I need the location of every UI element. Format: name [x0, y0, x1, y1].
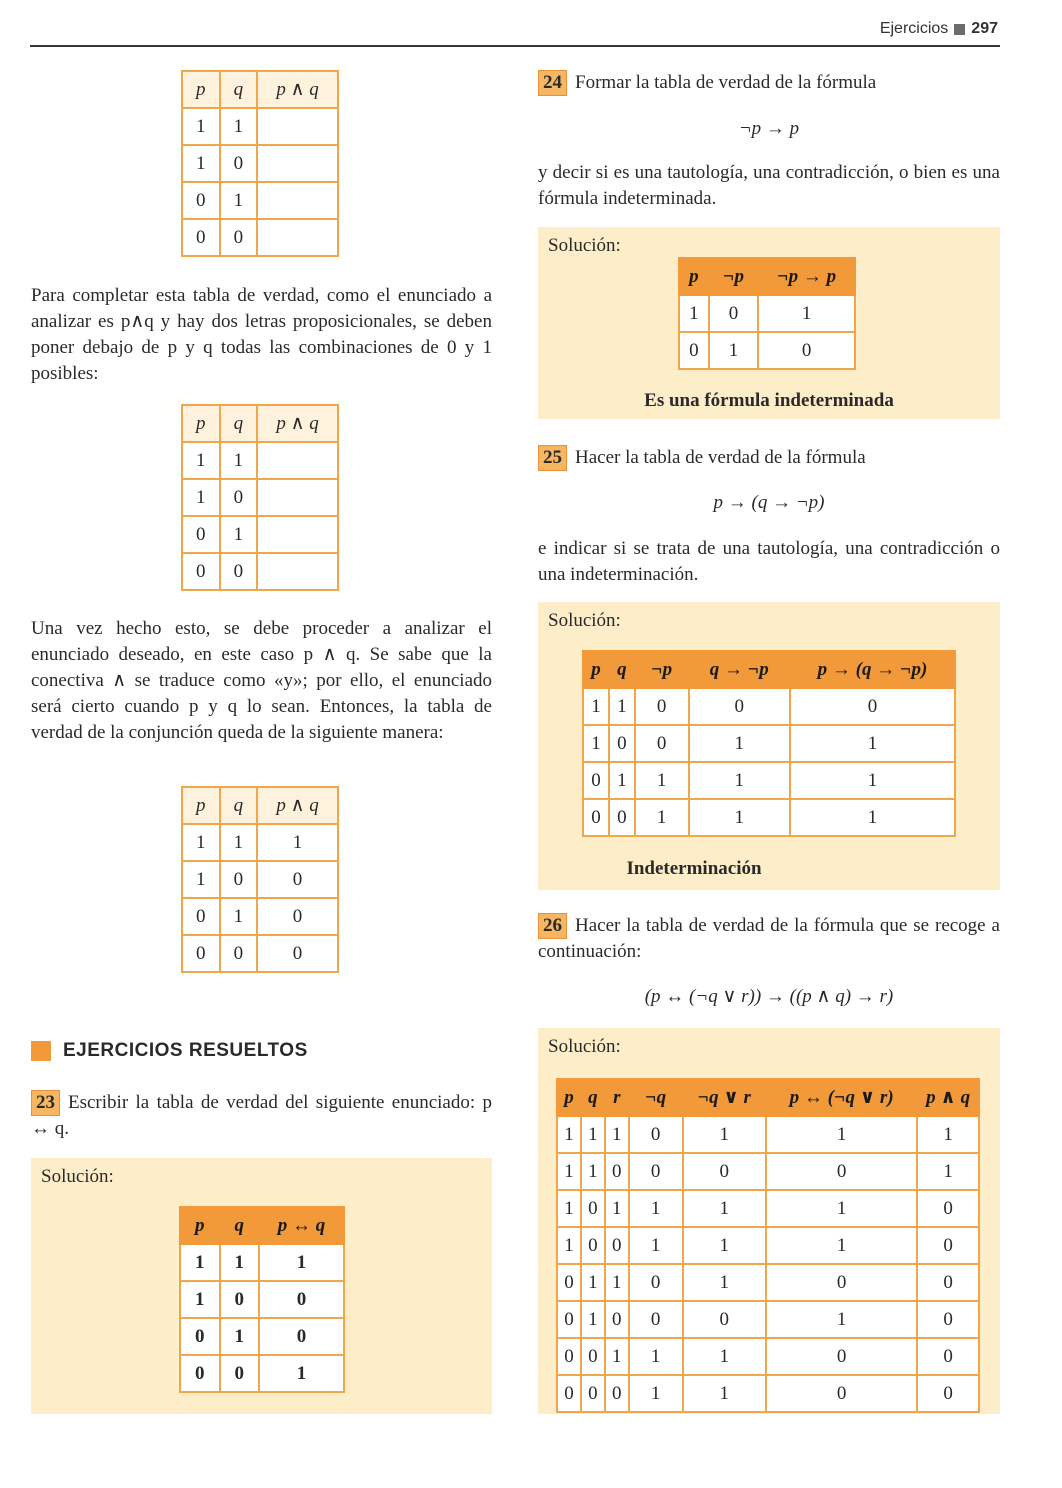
table-cell: 0 [635, 725, 689, 762]
table-cell: 0 [679, 332, 709, 369]
table-cell: 1 [182, 145, 220, 182]
table-cell: 1 [581, 1301, 605, 1338]
table-cell: 1 [220, 898, 258, 935]
table-cell: 0 [683, 1301, 767, 1338]
table-cell: 1 [581, 1153, 605, 1190]
column-header: q [220, 787, 258, 824]
table-cell: 0 [220, 219, 258, 256]
table-cell: 1 [180, 1244, 220, 1281]
column-header: q [220, 71, 258, 108]
table-header-row [557, 1079, 979, 1116]
table-row [557, 1375, 979, 1412]
table-cell: 0 [557, 1375, 581, 1412]
table-cell [257, 553, 338, 590]
table-cell: 1 [917, 1116, 979, 1153]
table-cell: 0 [259, 1281, 344, 1318]
table-row [182, 479, 338, 516]
table-row [182, 553, 338, 590]
table-cell: 0 [609, 799, 635, 836]
formula-26: (p ↔ (¬q ∨ r)) → ((p ∧ q) → r) [644, 986, 894, 1007]
exercise-24-text: Formar la tabla de verdad de la fórmula [575, 72, 877, 93]
exercise-25-text-2: e indicar si se trata de una tautología, una contradicción o una indeterminación. [538, 538, 1000, 585]
table-cell: 0 [180, 1318, 220, 1355]
square-bullet-icon [954, 24, 965, 35]
exercise-number-26: 26 [538, 913, 567, 939]
table-cell: 0 [257, 861, 338, 898]
column-header: q [220, 1207, 260, 1244]
table-cell: 1 [683, 1338, 767, 1375]
table-row [557, 1264, 979, 1301]
table-cell: 1 [220, 1244, 260, 1281]
table-cell [257, 145, 338, 182]
table-cell: 1 [629, 1375, 683, 1412]
formula-25: p → (q → ¬p) [713, 492, 825, 513]
table-cell: 0 [220, 145, 258, 182]
formula-24: ¬p → p [738, 118, 800, 139]
table-cell: 1 [557, 1190, 581, 1227]
table-cell: 1 [790, 725, 955, 762]
table-cell: 1 [766, 1116, 917, 1153]
table-cell: 1 [180, 1281, 220, 1318]
column-header: p [557, 1079, 581, 1116]
table-cell: 1 [689, 725, 790, 762]
section-title: EJERCICIOS RESUELTOS [63, 1040, 308, 1061]
solution-box-26 [538, 1028, 1000, 1414]
table-cell [257, 108, 338, 145]
column-header: ¬p → p [758, 258, 855, 295]
table-cell: 1 [629, 1227, 683, 1264]
column-header: p [182, 71, 220, 108]
table-row [182, 935, 338, 972]
table-cell: 1 [790, 762, 955, 799]
table-cell: 1 [220, 182, 258, 219]
column-header: ¬p [635, 651, 689, 688]
table-cell: 1 [635, 762, 689, 799]
table-cell: 0 [182, 553, 220, 590]
table-cell [257, 182, 338, 219]
exercise-25-statement [538, 445, 1000, 471]
result-24: Es una fórmula indeterminada [644, 390, 894, 411]
table-row [583, 725, 955, 762]
table-cell: 0 [605, 1375, 629, 1412]
table-cell: 1 [182, 442, 220, 479]
table-cell: 0 [581, 1190, 605, 1227]
table-cell: 0 [629, 1116, 683, 1153]
column-header: p [182, 405, 220, 442]
table-cell: 0 [182, 182, 220, 219]
table-cell: 1 [683, 1264, 767, 1301]
exercise-23-text: Escribir la tabla de verdad del siguiente enunciado: p ↔ q. [31, 1092, 492, 1139]
table-cell: 1 [605, 1190, 629, 1227]
table-cell: 1 [709, 332, 759, 369]
table-cell: 0 [917, 1301, 979, 1338]
column-header: p [583, 651, 609, 688]
table-cell: 0 [581, 1227, 605, 1264]
table-cell: 0 [790, 688, 955, 725]
table-cell: 1 [629, 1338, 683, 1375]
section-square-icon [31, 1041, 51, 1061]
table-cell: 1 [683, 1190, 767, 1227]
table-cell: 1 [609, 688, 635, 725]
solution-label: Solución: [548, 1036, 621, 1057]
table-cell: 0 [581, 1375, 605, 1412]
table-cell: 0 [605, 1153, 629, 1190]
table-cell: 0 [182, 935, 220, 972]
header-rule [30, 45, 1000, 47]
solution-box-23 [31, 1158, 492, 1414]
table-row [182, 898, 338, 935]
solution-label: Solución: [548, 235, 621, 256]
exercise-23-statement [31, 1090, 492, 1142]
table-cell: 0 [257, 898, 338, 935]
table-row [557, 1301, 979, 1338]
table-cell: 1 [766, 1227, 917, 1264]
table-row [182, 824, 338, 861]
solution-box-24 [538, 227, 1000, 419]
truth-table-2 [181, 404, 339, 591]
table-header-row [182, 71, 338, 108]
table-cell: 0 [220, 1281, 260, 1318]
table-cell: 1 [683, 1375, 767, 1412]
table-header-row [583, 651, 955, 688]
table-cell: 0 [766, 1338, 917, 1375]
table-cell: 1 [257, 824, 338, 861]
table-cell: 0 [709, 295, 759, 332]
truth-table-1 [181, 70, 339, 257]
table-row [180, 1244, 344, 1281]
column-header: p ↔ q [259, 1207, 344, 1244]
table-row [182, 219, 338, 256]
table-cell [257, 442, 338, 479]
table-cell: 1 [605, 1338, 629, 1375]
exercise-24-statement [538, 70, 1000, 96]
table-header-row [679, 258, 855, 295]
table-cell: 1 [766, 1190, 917, 1227]
table-cell: 1 [609, 762, 635, 799]
exercise-number-23: 23 [31, 1090, 60, 1116]
table-cell: 0 [182, 219, 220, 256]
table-header-row [180, 1207, 344, 1244]
table-row [182, 182, 338, 219]
table-row [182, 861, 338, 898]
table-cell: 0 [766, 1153, 917, 1190]
table-cell: 1 [790, 799, 955, 836]
table-row [557, 1153, 979, 1190]
table-row [583, 762, 955, 799]
table-header-row [182, 787, 338, 824]
solution-label: Solución: [548, 610, 621, 631]
table-cell: 0 [259, 1318, 344, 1355]
table-cell: 0 [635, 688, 689, 725]
table-cell: 1 [683, 1227, 767, 1264]
table-cell: 1 [605, 1116, 629, 1153]
table-cell: 0 [917, 1375, 979, 1412]
column-header: ¬q [629, 1079, 683, 1116]
table-cell: 1 [689, 799, 790, 836]
table-cell: 1 [220, 108, 258, 145]
table-cell: 1 [220, 442, 258, 479]
table-cell: 0 [180, 1355, 220, 1392]
table-row [557, 1190, 979, 1227]
column-header: ¬p [709, 258, 759, 295]
table-cell: 1 [557, 1116, 581, 1153]
exercise-number-24: 24 [538, 70, 567, 96]
column-header: q [609, 651, 635, 688]
column-header: p ∧ q [917, 1079, 979, 1116]
table-cell: 1 [689, 762, 790, 799]
table-cell: 1 [766, 1301, 917, 1338]
paragraph-1: Para completar esta tabla de verdad, como el enunciado a analizar es p∧q y hay dos letras proposicionales, se deben poner debajo de p y q todas las combinaciones de 0 y 1 posibles: [31, 285, 492, 384]
column-header: p ∧ q [257, 405, 338, 442]
table-cell: 1 [220, 1318, 260, 1355]
table-row [583, 688, 955, 725]
table-row [180, 1355, 344, 1392]
column-header: r [605, 1079, 629, 1116]
table-row [182, 108, 338, 145]
truth-table-ex23 [179, 1206, 345, 1393]
table-cell: 0 [220, 479, 258, 516]
column-header: p ↔ (¬q ∨ r) [766, 1079, 917, 1116]
table-cell: 1 [581, 1264, 605, 1301]
table-cell [257, 219, 338, 256]
page-number: 297 [971, 20, 998, 37]
table-cell: 1 [683, 1116, 767, 1153]
table-cell: 1 [557, 1153, 581, 1190]
table-cell: 1 [182, 479, 220, 516]
table-cell: 0 [257, 935, 338, 972]
table-row [679, 332, 855, 369]
column-header: q → ¬p [689, 651, 790, 688]
table-cell: 1 [917, 1153, 979, 1190]
table-cell: 0 [605, 1227, 629, 1264]
table-cell: 0 [220, 861, 258, 898]
table-cell: 1 [679, 295, 709, 332]
table-cell: 0 [182, 898, 220, 935]
table-cell: 1 [182, 108, 220, 145]
table-cell: 0 [609, 725, 635, 762]
table-header-row [182, 405, 338, 442]
table-cell: 0 [605, 1301, 629, 1338]
table-cell: 1 [635, 799, 689, 836]
table-cell: 0 [557, 1338, 581, 1375]
table-row [557, 1338, 979, 1375]
truth-table-ex24 [678, 257, 856, 370]
table-cell: 0 [629, 1264, 683, 1301]
table-cell: 0 [557, 1301, 581, 1338]
table-row [180, 1318, 344, 1355]
column-header: ¬q ∨ r [683, 1079, 767, 1116]
table-cell: 0 [557, 1264, 581, 1301]
column-header: p [182, 787, 220, 824]
table-cell: 0 [182, 516, 220, 553]
table-row [679, 295, 855, 332]
column-header: p ∧ q [257, 787, 338, 824]
table-cell: 0 [581, 1338, 605, 1375]
table-cell: 0 [689, 688, 790, 725]
table-cell: 1 [557, 1227, 581, 1264]
table-row [557, 1227, 979, 1264]
column-header: q [220, 405, 258, 442]
paragraph-2: Una vez hecho esto, se debe proceder a analizar el enunciado deseado, en este caso p ∧ q. Se sabe que la conectiva ∧ se traduce como «y»; por ello, el enunciado será cierto cuando p y q lo sean. Entonces, la tabla de verdad de la conjunción queda de la siguiente manera: [31, 618, 492, 743]
table-cell: 1 [583, 725, 609, 762]
table-cell: 1 [583, 688, 609, 725]
table-cell: 0 [583, 762, 609, 799]
exercise-26-text: Hacer la tabla de verdad de la fórmula que se recoge a continuación: [538, 915, 1000, 962]
exercise-25-text: Hacer la tabla de verdad de la fórmula [575, 447, 866, 468]
table-cell: 1 [259, 1244, 344, 1281]
column-header: q [581, 1079, 605, 1116]
table-cell: 1 [182, 861, 220, 898]
table-cell: 1 [182, 824, 220, 861]
table-cell: 0 [683, 1153, 767, 1190]
table-cell: 1 [758, 295, 855, 332]
table-cell: 1 [220, 824, 258, 861]
table-cell: 1 [581, 1116, 605, 1153]
header-section: Ejercicios [879, 20, 949, 37]
table-cell [257, 516, 338, 553]
table-cell [257, 479, 338, 516]
section-heading [31, 1040, 308, 1062]
truth-table-ex26 [556, 1078, 980, 1413]
solution-box-25 [538, 602, 1000, 890]
table-cell: 0 [629, 1301, 683, 1338]
table-row [182, 442, 338, 479]
truth-table-3 [181, 786, 339, 973]
table-row [180, 1281, 344, 1318]
table-row [182, 516, 338, 553]
table-cell: 0 [917, 1264, 979, 1301]
table-cell: 0 [766, 1375, 917, 1412]
table-cell: 0 [220, 553, 258, 590]
truth-table-ex25 [582, 650, 956, 837]
table-cell: 0 [629, 1153, 683, 1190]
table-cell: 0 [917, 1338, 979, 1375]
column-header: p [180, 1207, 220, 1244]
table-cell: 1 [259, 1355, 344, 1392]
table-cell: 0 [917, 1190, 979, 1227]
table-row [583, 799, 955, 836]
exercise-26-statement [538, 913, 1000, 965]
table-cell: 0 [220, 935, 258, 972]
running-header [880, 20, 998, 38]
table-cell: 0 [758, 332, 855, 369]
column-header: p ∧ q [257, 71, 338, 108]
table-cell: 0 [220, 1355, 260, 1392]
table-cell: 0 [583, 799, 609, 836]
table-cell: 1 [220, 516, 258, 553]
table-row [557, 1116, 979, 1153]
column-header: p → (q → ¬p) [790, 651, 955, 688]
table-row [182, 145, 338, 182]
solution-label: Solución: [41, 1166, 114, 1187]
result-25: Indeterminación [626, 858, 762, 879]
table-cell: 0 [917, 1227, 979, 1264]
column-header: p [679, 258, 709, 295]
exercise-number-25: 25 [538, 445, 567, 471]
table-cell: 1 [629, 1190, 683, 1227]
table-cell: 1 [605, 1264, 629, 1301]
exercise-24-text-2: y decir si es una tautología, una contradicción, o bien es una fórmula indeterminada. [538, 162, 1000, 209]
table-cell: 0 [766, 1264, 917, 1301]
